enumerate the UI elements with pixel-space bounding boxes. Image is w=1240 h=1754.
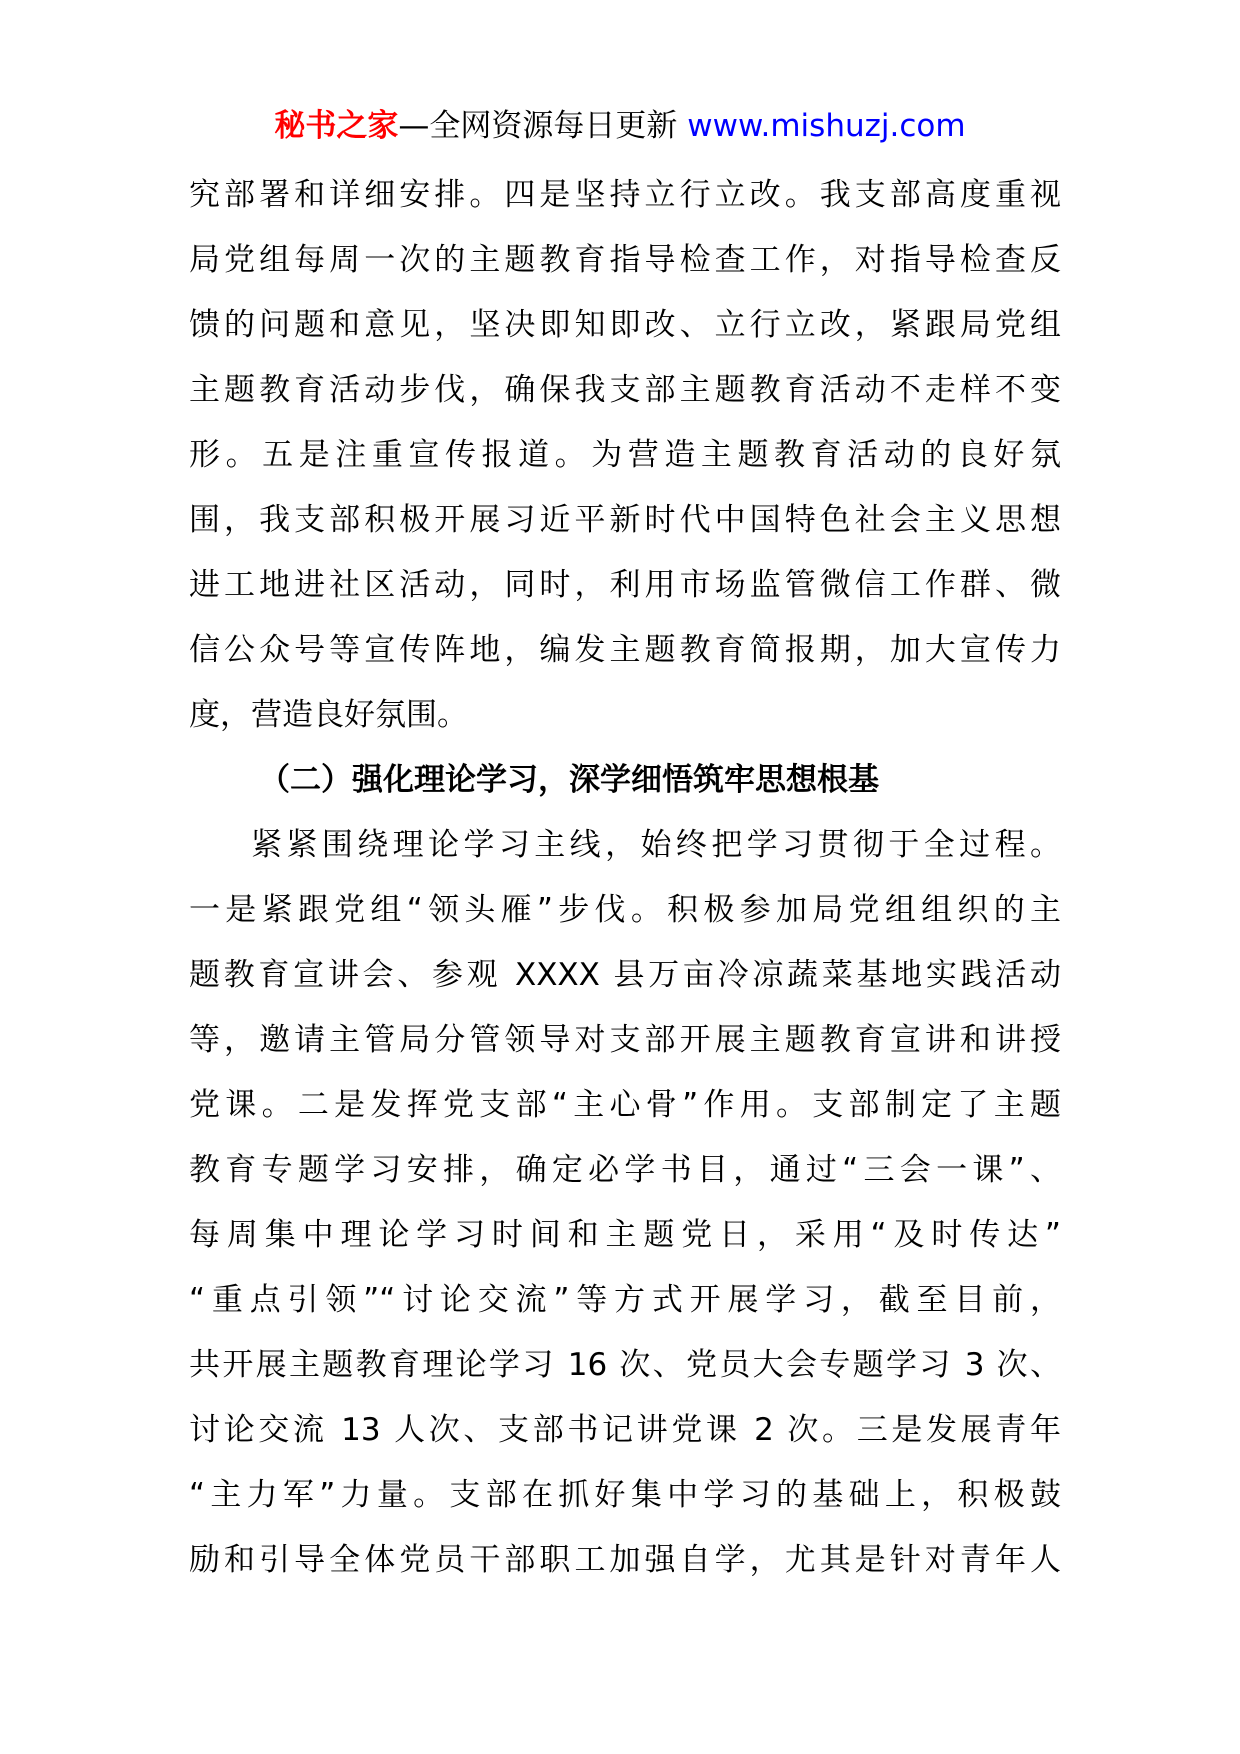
text-line: 主题教育活动步伐，确保我支部主题教育活动不走样不变	[189, 372, 1061, 408]
text-line: 馈的问题和意见，坚决即知即改、立行立改，紧跟局党组	[189, 307, 1061, 343]
text-line: 紧紧围绕理论学习主线，始终把学习贯彻于全过程。	[251, 827, 1061, 863]
text-line: 形。五是注重宣传报道。为营造主题教育活动的良好氛	[189, 437, 1061, 473]
text-line: 信公众号等宣传阵地，编发主题教育简报期，加大宣传力	[189, 632, 1061, 668]
text-line: 题教育宣讲会、参观 XXXX 县万亩冷凉蔬菜基地实践活动	[189, 957, 1061, 993]
header-tagline: —全网资源每日更新	[398, 108, 688, 144]
text-line: 共开展主题教育理论学习 16 次、党员大会专题学习 3 次、	[189, 1347, 1061, 1383]
text-line: 教育专题学习安排，确定必学书目，通过“三会一课”、	[189, 1152, 1061, 1188]
text-line: 局党组每周一次的主题教育指导检查工作，对指导检查反	[189, 242, 1061, 278]
text-line: 究部署和详细安排。四是坚持立行立改。我支部高度重视	[189, 177, 1061, 213]
text-line: 励和引导全体党员干部职工加强自学，尤其是针对青年人	[189, 1542, 1061, 1578]
website-link[interactable]: www.mishuzj.com	[687, 108, 966, 144]
page-header	[0, 103, 1240, 149]
text-line: “重点引领”“讨论交流”等方式开展学习，截至目前，	[189, 1282, 1061, 1318]
document-body	[189, 163, 1061, 1593]
text-line: 度，营造良好氛围。	[189, 697, 468, 733]
text-line: 围，我支部积极开展习近平新时代中国特色社会主义思想	[189, 502, 1061, 538]
text-line: 党课。二是发挥党支部“主心骨”作用。支部制定了主题	[189, 1087, 1061, 1123]
text-line: 等，邀请主管局分管领导对支部开展主题教育宣讲和讲授	[189, 1022, 1061, 1058]
text-line: 进工地进社区活动，同时，利用市场监管微信工作群、微	[189, 567, 1061, 603]
section-heading: （二）强化理论学习，深学细悟筑牢思想根基	[259, 762, 879, 798]
text-line: 一是紧跟党组“领头雁”步伐。积极参加局党组组织的主	[189, 892, 1061, 928]
brand-name: 秘书之家	[274, 108, 399, 144]
text-line: “主力军”力量。支部在抓好集中学习的基础上，积极鼓	[189, 1477, 1061, 1513]
text-line: 讨论交流 13 人次、支部书记讲党课 2 次。三是发展青年	[189, 1412, 1061, 1448]
text-line: 每周集中理论学习时间和主题党日，采用“及时传达”	[189, 1217, 1061, 1253]
